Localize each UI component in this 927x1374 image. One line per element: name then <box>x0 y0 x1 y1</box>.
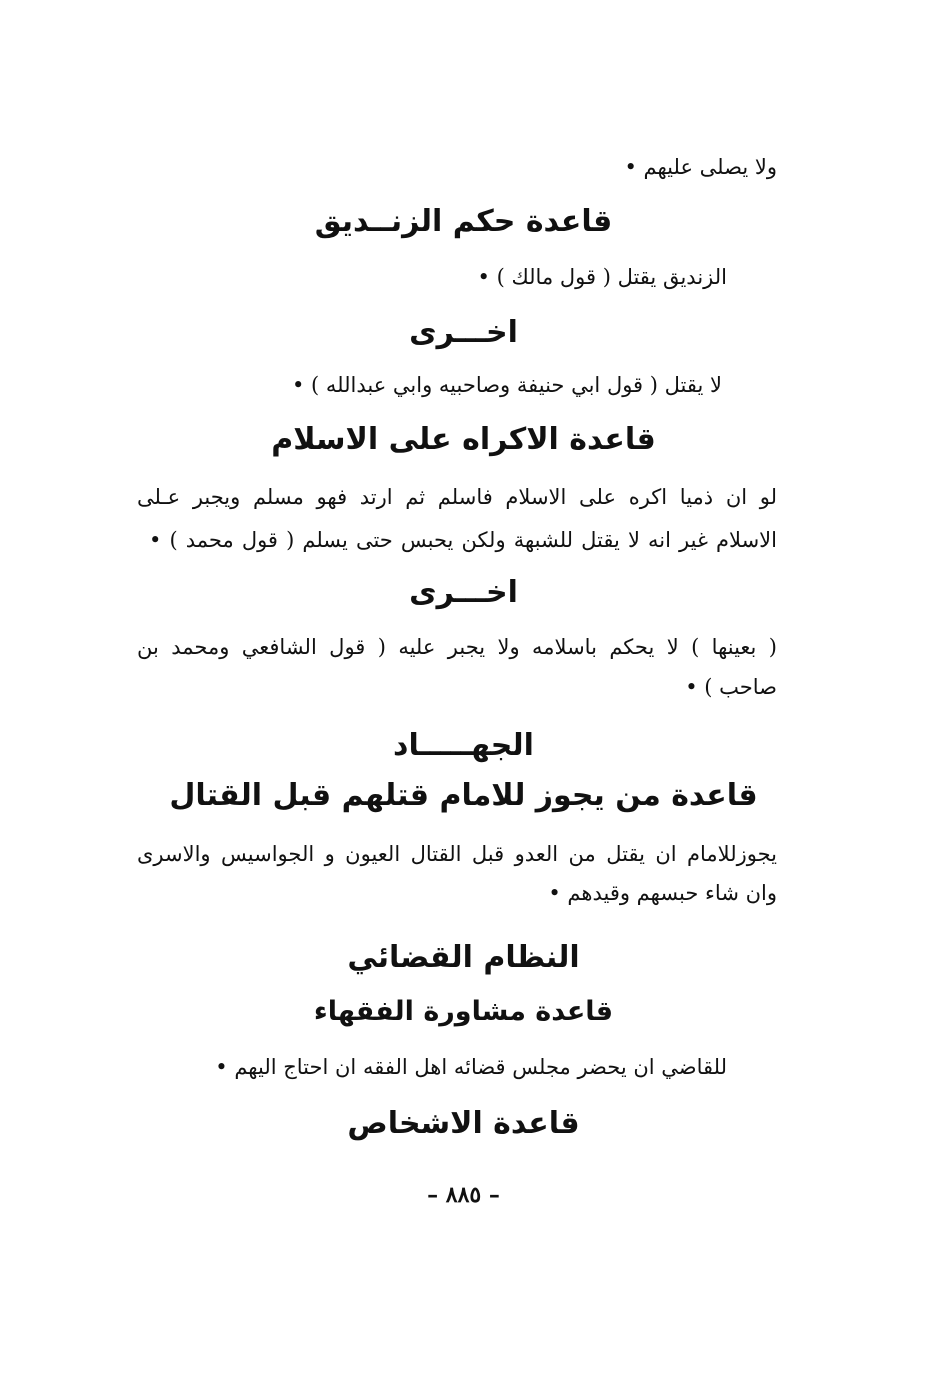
page-number: – ٨٨٥ – <box>427 1182 500 1208</box>
text-line: ( بعينها ) لا يحكم باسلامه ولا يجبر عليه ( قول الشافعي ومحمد بن <box>137 635 777 659</box>
heading-ikrah: قاعدة الاكراه على الاسلام <box>271 422 656 457</box>
heading-ukhra: اخـــرى <box>409 315 518 350</box>
text-line: للقاضي ان يحضر مجلس قضائه اهل الفقه ان احتاج اليهم • <box>215 1055 727 1079</box>
text-line: وان شاء حبسهم وقيدهم • <box>548 881 777 905</box>
text-line: الزنديق يقتل ( قول مالك ) • <box>477 265 727 289</box>
heading-zindiq: قاعدة حكم الزنــديق <box>314 204 613 239</box>
heading-mushawara: قاعدة مشاورة الفقهاء <box>313 996 614 1027</box>
text-line: لا يقتل ( قول ابي حنيفة وصاحبيه وابي عبدالله ) • <box>291 373 722 397</box>
heading-qital: قاعدة من يجوز للامام قتلهم قبل القتال <box>169 778 758 813</box>
text-line: يجوزللامام ان يقتل من العدو قبل القتال العيون و الجواسيس والاسرى <box>137 842 777 866</box>
heading-nizam-qadai: النظام القضائي <box>347 940 580 975</box>
text-line: لو ان ذميا اكره على الاسلام فاسلم ثم ارتد فهو مسلم ويجبر عـلى <box>137 485 777 509</box>
text-line: الاسلام غير انه لا يقتل للشبهة ولكن يحبس حتى يسلم ( قول محمد ) • <box>149 528 777 552</box>
text-line: صاحب ) • <box>685 675 777 699</box>
heading-jihad: الجهـــــاد <box>393 728 534 763</box>
text-line: ولا يصلى عليهم • <box>624 155 777 179</box>
heading-ukhra: اخـــرى <box>409 575 518 610</box>
heading-ashkhas: قاعدة الاشخاص <box>347 1106 580 1141</box>
